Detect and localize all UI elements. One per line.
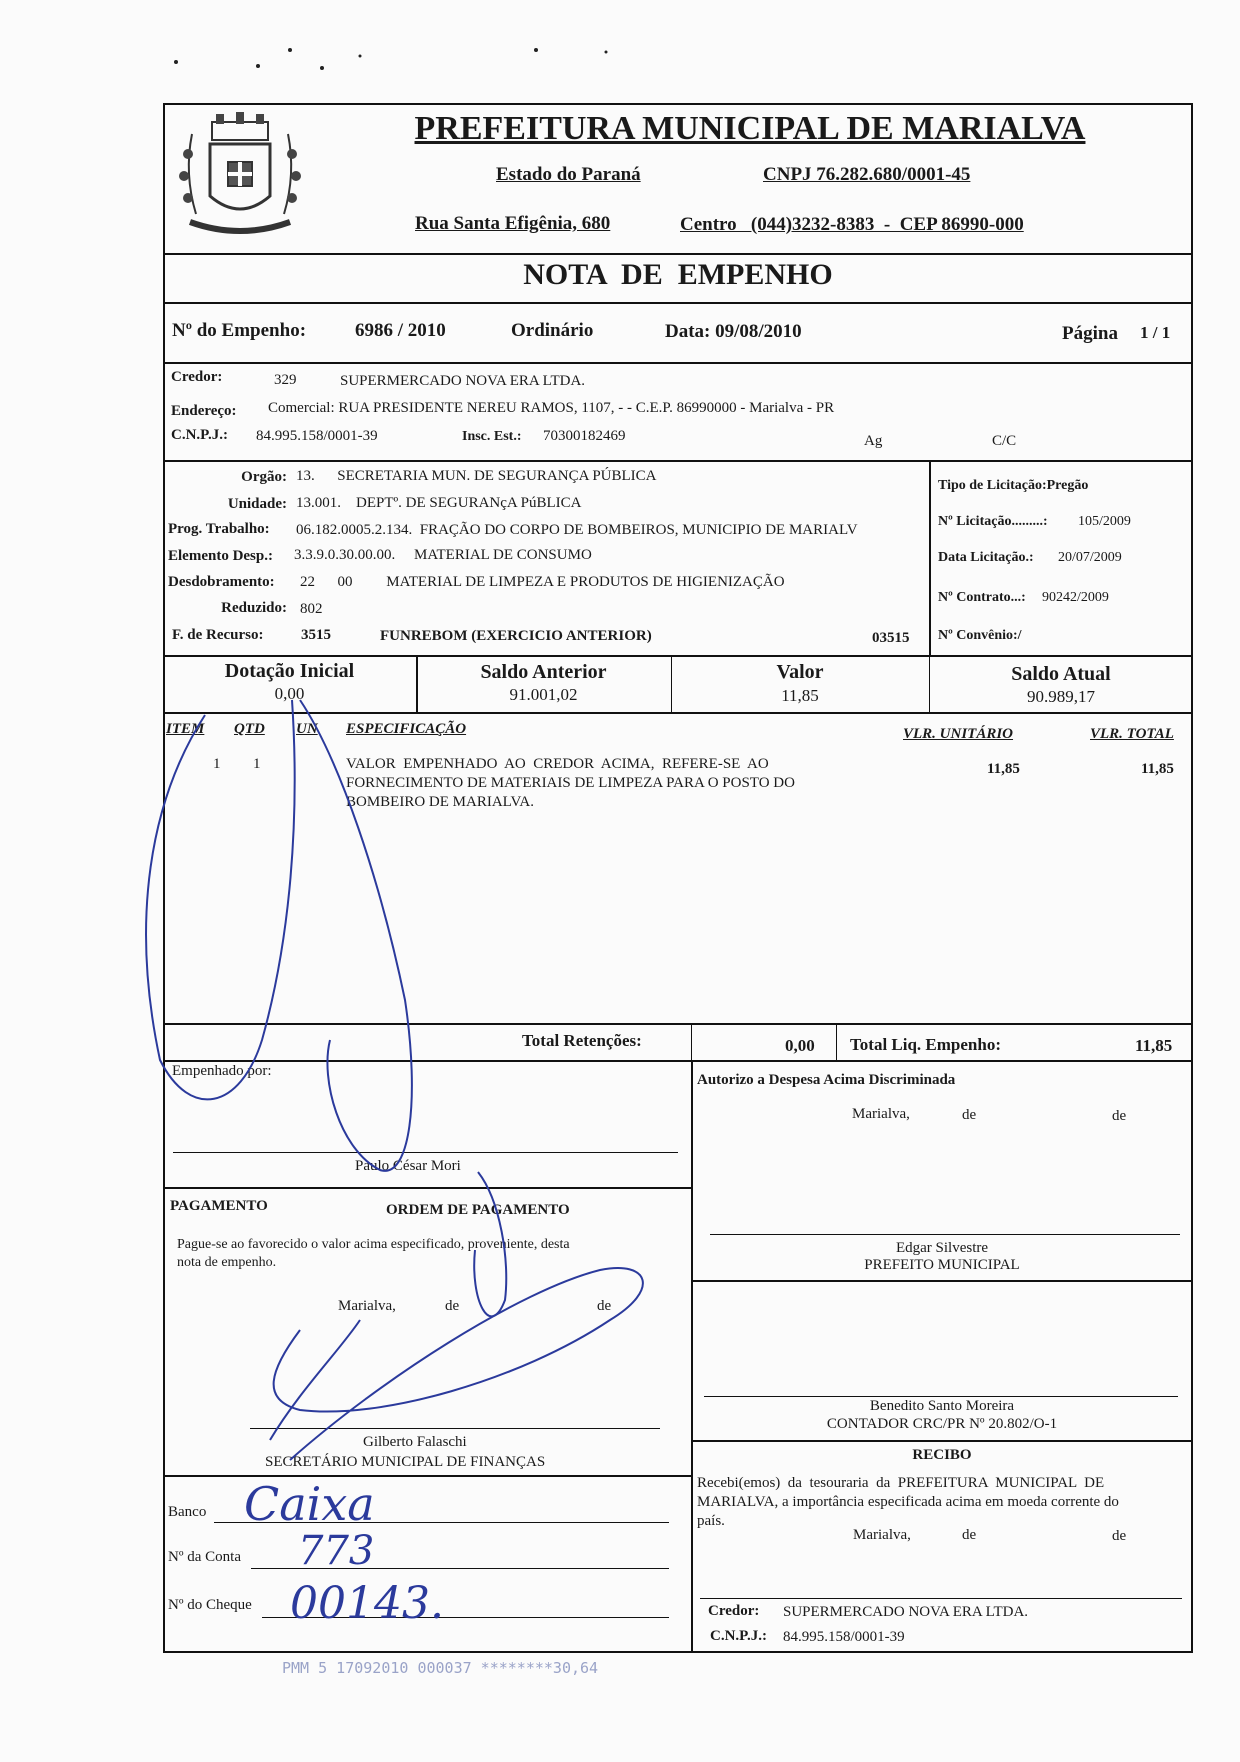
contrato-value: 90242/2009	[1042, 590, 1109, 605]
col-spec: ESPECIFICAÇÃO	[346, 721, 467, 737]
insc-label: Insc. Est.:	[462, 429, 522, 444]
signature-line	[173, 1152, 678, 1153]
contador-name: Benedito Santo Moreira	[869, 1398, 1015, 1414]
col-item: ITEM	[166, 721, 205, 737]
conta-handwriting: 773	[298, 1528, 375, 1574]
autorizo-label: Autorizo a Despesa Acima Discriminada	[697, 1072, 956, 1088]
page-label: Página	[1062, 323, 1118, 344]
reduzido-value: 802	[300, 601, 323, 617]
finance-signer: Gilberto Falaschi	[363, 1434, 467, 1450]
empenho-type: Ordinário	[511, 320, 594, 341]
pagamento-de: de	[597, 1298, 612, 1314]
desdobramento-value: 22 00 MATERIAL DE LIMPEZA E PRODUTOS DE HIGIENIZAÇÃO	[300, 574, 785, 590]
reduzido-label: Reduzido:	[221, 600, 287, 616]
cnpj-label: CNPJ 76.282.680/0001-45	[763, 164, 971, 185]
valor-value: 11,85	[781, 686, 819, 705]
recibo-cnpj: 84.995.158/0001-39	[783, 1629, 905, 1645]
document-title: NOTA DE EMPENHO	[523, 258, 833, 291]
divider	[163, 460, 1193, 462]
licitacao-number-label: Nº Licitação.........:	[938, 514, 1048, 529]
desdobramento-label: Desdobramento:	[168, 574, 275, 590]
pagamento-place: Marialva,	[338, 1298, 396, 1314]
col-total-value: VLR. TOTAL	[1090, 726, 1174, 742]
ordem-pagamento-label: ORDEM DE PAGAMENTO	[386, 1202, 570, 1218]
recibo-de: de	[962, 1527, 977, 1543]
elemento-label: Elemento Desp.:	[168, 548, 273, 564]
recibo-text: MARIALVA, a importância especificada acima em moeda corrente do	[697, 1494, 1119, 1510]
banco-label: Banco	[168, 1504, 207, 1520]
convenio-label: Nº Convênio:/	[938, 628, 1022, 643]
municipal-seal	[170, 104, 310, 250]
col-un: UN	[296, 721, 318, 737]
credor-code: 329	[274, 372, 297, 388]
signature-line	[250, 1428, 660, 1429]
page-number: 1 / 1	[1140, 323, 1171, 342]
item-number: 1	[213, 756, 221, 772]
cheque-handwriting: 00143.	[290, 1578, 444, 1629]
orgao-value: 13. SECRETARIA MUN. DE SEGURANÇA PÚBLICA	[296, 468, 657, 484]
insc-value: 70300182469	[543, 428, 626, 444]
saldo-atual-value: 90.989,17	[1027, 687, 1095, 706]
divider	[163, 1060, 1193, 1062]
bank-stamp: PMM 5 17092010 000037 ********30,64	[282, 1659, 599, 1677]
autorizo-de: de	[1112, 1108, 1127, 1124]
item-total-value: 11,85	[1141, 761, 1174, 777]
dotacao-label: Dotação Inicial	[224, 660, 355, 682]
item-qtd: 1	[253, 756, 261, 772]
empenho-date: Data: 09/08/2010	[665, 321, 802, 342]
divider	[163, 253, 1193, 255]
prefeito-title: PREFEITO MUNICIPAL	[864, 1257, 1020, 1273]
recibo-place: Marialva,	[853, 1527, 911, 1543]
cc-label: C/C	[992, 433, 1017, 449]
valor-label: Valor	[776, 661, 824, 683]
recurso-code: 3515	[301, 627, 331, 643]
contrato-label: Nº Contrato...:	[938, 590, 1026, 605]
contador-title: CONTADOR CRC/PR Nº 20.802/O-1	[826, 1416, 1058, 1432]
orgao-label: Orgão:	[241, 469, 287, 485]
unidade-value: 13.001. DEPTº. DE SEGURANçA PúBLICA	[296, 495, 582, 511]
ag-label: Ag	[864, 433, 883, 449]
col-unit-value: VLR. UNITÁRIO	[903, 726, 1014, 742]
divider	[163, 712, 1193, 714]
divider	[163, 362, 1193, 364]
divider	[691, 1023, 692, 1060]
banco-handwriting: Caixa	[244, 1477, 375, 1531]
finance-title: SECRETÁRIO MUNICIPAL DE FINANÇAS	[265, 1454, 546, 1470]
credor-address: Comercial: RUA PRESIDENTE NEREU RAMOS, 1107, - - C.E.P. 86990000 - Marialva - PR	[268, 400, 835, 416]
licitacao-number: 105/2009	[1078, 514, 1131, 529]
liq-label: Total Liq. Empenho:	[850, 1035, 1001, 1054]
prefeito-name: Edgar Silvestre	[895, 1240, 989, 1256]
recibo-credor-label: Credor:	[708, 1603, 760, 1619]
recurso-number: 03515	[872, 630, 910, 646]
prog-value: 06.182.0005.2.134. FRAÇÃO DO CORPO DE BOMBEIROS, MUNICIPIO DE MARIALV	[296, 522, 858, 538]
empenho-number: 6986 / 2010	[355, 320, 446, 341]
saldo-anterior-value: 91.001,02	[509, 685, 578, 704]
retencoes-value: 0,00	[785, 1036, 815, 1055]
divider	[163, 1023, 1193, 1025]
licitacao-type: Tipo de Licitação:Pregão	[938, 478, 1089, 493]
autorizo-place: Marialva,	[852, 1106, 910, 1122]
recibo-text: Recebi(emos) da tesouraria da PREFEITURA MUNICIPAL DE	[697, 1475, 1105, 1491]
credor-cnpj: 84.995.158/0001-39	[256, 428, 378, 444]
pagamento-label: PAGAMENTO	[170, 1198, 268, 1214]
licitacao-date-label: Data Licitação.:	[938, 550, 1034, 565]
saldo-atual-label: Saldo Atual	[1011, 663, 1111, 685]
licitacao-date: 20/07/2009	[1058, 550, 1122, 565]
signature-line	[710, 1234, 1180, 1235]
divider	[929, 460, 931, 655]
divider	[163, 1475, 691, 1477]
signature-line	[700, 1598, 1182, 1599]
saldo-anterior-label: Saldo Anterior	[480, 661, 607, 683]
pague-text: Pague-se ao favorecido o valor acima especificado, proveniente, desta	[177, 1237, 570, 1252]
recibo-cnpj-label: C.N.P.J.:	[710, 1628, 767, 1644]
divider	[163, 1187, 691, 1189]
recurso-label: F. de Recurso:	[172, 627, 264, 643]
address-label: Rua Santa Efigênia, 680	[415, 213, 611, 234]
col-qtd: QTD	[234, 721, 265, 737]
divider	[691, 1280, 1193, 1282]
prog-label: Prog. Trabalho:	[168, 521, 270, 537]
liq-value: 11,85	[1135, 1036, 1173, 1055]
recibo-text: país.	[697, 1513, 725, 1529]
cheque-label: Nº do Cheque	[168, 1597, 252, 1613]
pagamento-de: de	[445, 1298, 460, 1314]
divider	[163, 302, 1193, 304]
retencoes-label: Total Retenções:	[522, 1031, 642, 1050]
state-label: Estado do Paraná	[496, 164, 641, 185]
empenho-number-label: Nº do Empenho:	[172, 320, 307, 341]
signature-line	[704, 1396, 1178, 1397]
recibo-title: RECIBO	[912, 1447, 972, 1463]
conta-label: Nº da Conta	[168, 1549, 241, 1565]
recibo-credor: SUPERMERCADO NOVA ERA LTDA.	[783, 1604, 1029, 1620]
divider	[163, 655, 1193, 657]
recurso-name: FUNREBOM (EXERCICIO ANTERIOR)	[380, 628, 652, 644]
item-spec-line: FORNECIMENTO DE MATERIAIS DE LIMPEZA PARA O POSTO DO	[346, 775, 795, 791]
empenhado-signer: Paulo César Mori	[355, 1158, 461, 1174]
divider	[691, 1060, 693, 1653]
divider	[836, 1023, 837, 1060]
empenhado-label: Empenhado por:	[172, 1063, 272, 1079]
coat-of-arms-icon	[170, 104, 310, 250]
item-unit-value: 11,85	[987, 761, 1020, 777]
autorizo-de: de	[962, 1107, 977, 1123]
elemento-value: 3.3.9.0.30.00.00. MATERIAL DE CONSUMO	[294, 547, 592, 563]
item-spec-line: VALOR EMPENHADO AO CREDOR ACIMA, REFERE-SE AO	[346, 756, 769, 772]
recibo-de: de	[1112, 1528, 1127, 1544]
credor-name: SUPERMERCADO NOVA ERA LTDA.	[340, 373, 586, 389]
dotacao-value: 0,00	[274, 684, 305, 703]
unidade-label: Unidade:	[227, 496, 287, 512]
contact-label: Centro (044)3232-8383 - CEP 86990-000	[680, 214, 1024, 235]
credor-label: Credor:	[171, 369, 223, 385]
divider	[691, 1440, 1193, 1442]
item-spec-line: BOMBEIRO DE MARIALVA.	[346, 794, 534, 810]
credor-cnpj-label: C.N.P.J.:	[171, 427, 228, 443]
endereco-label: Endereço:	[171, 403, 237, 419]
municipality-title: PREFEITURA MUNICIPAL DE MARIALVA	[414, 110, 1086, 147]
pague-text: nota de empenho.	[177, 1255, 277, 1270]
